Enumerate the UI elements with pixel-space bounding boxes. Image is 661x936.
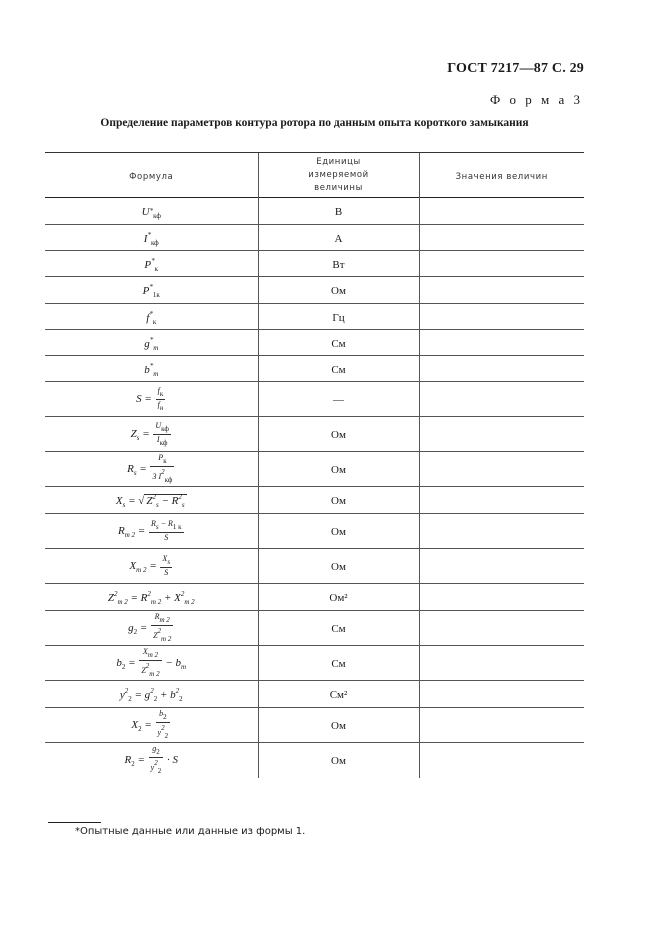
unit-cell: В (334, 206, 343, 218)
table-row (45, 584, 584, 611)
unit-cell: См (331, 623, 346, 635)
unit-cell: Ом² (329, 592, 348, 604)
table-row (45, 198, 584, 225)
table-row (45, 487, 584, 514)
value-cell[interactable] (419, 584, 584, 611)
value-cell[interactable] (419, 225, 584, 251)
value-cell[interactable] (419, 330, 584, 356)
formula-cell: $g_2$ = $\frac{Rm 2}{Z2m 2}$ (128, 612, 172, 643)
header-formula: Формула (129, 172, 174, 182)
table-row (45, 743, 584, 778)
formula-cell: $I^*_{кф}$ (143, 230, 159, 247)
value-cell[interactable] (419, 198, 584, 225)
unit-cell: См² (329, 689, 348, 701)
unit-cell: Ом (331, 285, 346, 297)
unit-cell: См (331, 363, 346, 376)
value-cell[interactable] (419, 646, 584, 681)
value-cell[interactable] (419, 277, 584, 304)
table-row (45, 277, 584, 304)
formula-cell: $R_2$ = $\frac{g2}{y22}$ · S (124, 744, 178, 776)
unit-cell: Вт (332, 258, 345, 271)
value-cell[interactable] (419, 487, 584, 514)
table-row (45, 330, 584, 356)
unit-cell: Ом (331, 495, 346, 507)
formula-cell: $X_2$ = $\frac{b2}{y22}$ (131, 709, 169, 740)
value-cell[interactable] (419, 611, 584, 646)
formula-cell: $X_s$ = √ $Z^2_s - R^2_s$ (115, 493, 185, 509)
value-cell[interactable] (419, 743, 584, 778)
parameters-table (45, 152, 584, 778)
table-row (45, 304, 584, 330)
formula-cell: $R_{m 2}$ = $\frac{Rs - R1 к}{S}$ (117, 519, 182, 542)
table-row (45, 681, 584, 708)
value-cell[interactable] (419, 549, 584, 584)
formula-cell: $b_2$ = $\frac{Xm 2}{Z2m 2}$ − $b_m$ (116, 647, 187, 678)
table-row (45, 356, 584, 382)
table-row (45, 225, 584, 251)
formula-cell: $P^*_{1к}$ (142, 283, 160, 299)
unit-cell: См (331, 658, 346, 670)
unit-cell: Ом (331, 464, 346, 476)
table-row (45, 646, 584, 681)
unit-cell: Гц (332, 311, 345, 324)
unit-cell: А (334, 232, 343, 245)
page-header: ГОСТ 7217—87 С. 29 (447, 61, 584, 76)
footnote-divider (48, 822, 101, 823)
unit-cell: См (331, 337, 346, 350)
table-row (45, 452, 584, 487)
footnote: *Опытные данные или данные из формы 1. (75, 826, 306, 837)
formula-cell: $P^*_к$ (144, 256, 159, 273)
formula-cell: S = $\frac{fк}{fн}$ (136, 385, 164, 412)
unit-cell: Ом (331, 720, 346, 732)
value-cell[interactable] (419, 708, 584, 743)
value-cell[interactable] (419, 356, 584, 382)
table-row (45, 611, 584, 646)
header-values: Значения величин (455, 172, 548, 182)
value-cell[interactable] (419, 382, 584, 417)
formula-cell: $b^*_m$ (144, 361, 159, 378)
formula-cell: $X_{m 2}$ = $\frac{Xs}{S}$ (129, 554, 171, 577)
formula-cell: $R_s$ = $\frac{Pк}{3 I2кф}$ (127, 453, 173, 484)
table-row (45, 417, 584, 452)
value-cell[interactable] (419, 452, 584, 487)
form-label: Ф о р м а 3 (489, 92, 583, 107)
unit-cell: — (333, 394, 344, 406)
table-row (45, 382, 584, 417)
table-row (45, 549, 584, 584)
table-header-row (45, 153, 584, 198)
formula-cell: $Z^2_{m 2} = R^2_{m 2} + X^2_{m 2}$ (107, 590, 195, 606)
unit-cell: Ом (331, 429, 346, 441)
value-cell[interactable] (419, 514, 584, 549)
value-cell[interactable] (419, 251, 584, 277)
formula-cell: $g^*_m$ (144, 335, 159, 352)
table-row (45, 514, 584, 549)
table-row (45, 251, 584, 277)
formula-cell: $y^2_2 = g^2_2 + b^2_2$ (119, 687, 183, 703)
table-row (45, 708, 584, 743)
value-cell[interactable] (419, 417, 584, 452)
formula-cell: $U_{*кф}$ (141, 206, 161, 220)
unit-cell: Ом (331, 526, 346, 538)
header-units: Единицы измеряемой величины (308, 156, 369, 193)
formula-cell: $f^*_к$ (146, 309, 157, 326)
value-cell[interactable] (419, 304, 584, 330)
unit-cell: Ом (331, 755, 346, 768)
table-title: Определение параметров контура ротора по данным опыта короткого замыкания (100, 117, 529, 129)
unit-cell: Ом (331, 561, 346, 573)
value-cell[interactable] (419, 681, 584, 708)
formula-cell: $Z_s$ = $\frac{\text{Uкф}}{\text{Iкф}}$ (130, 420, 169, 447)
